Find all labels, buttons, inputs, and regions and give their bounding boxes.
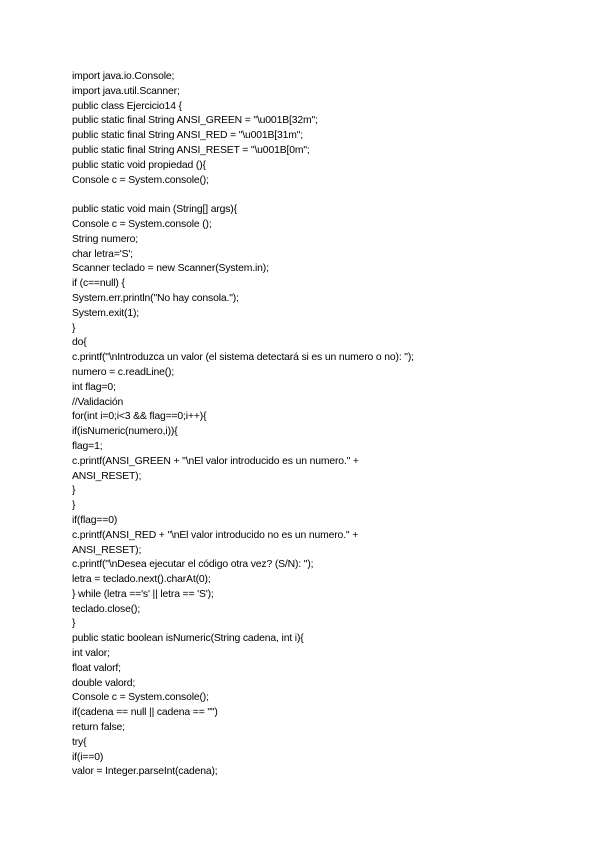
code-line: int valor; — [72, 648, 110, 660]
code-line: public static boolean isNumeric(String cadena, int i){ — [72, 633, 304, 645]
code-line: import java.util.Scanner; — [72, 85, 180, 97]
code-line: if(i==0) — [72, 751, 104, 763]
code-line: for(int i=0;i<3 && flag==0;i++){ — [72, 411, 207, 423]
code-line: import java.io.Console; — [72, 71, 175, 82]
code-line: c.printf(ANSI_RED + "\nEl valor introducido no es un numero." + — [72, 529, 359, 541]
code-line: valor = Integer.parseInt(cadena); — [72, 766, 218, 778]
code-listing — [72, 70, 572, 780]
code-line: Console c = System.console(); — [72, 692, 209, 704]
code-line: public static void propiedad (){ — [72, 159, 206, 171]
code-line: } — [72, 485, 76, 497]
code-line: if(isNumeric(numero,i)){ — [72, 426, 178, 438]
code-line: } while (letra =='s' || letra == 'S'); — [72, 588, 214, 600]
code-line: Console c = System.console (); — [72, 218, 212, 230]
code-line: public static final String ANSI_RESET = "\u001B[0m"; — [72, 144, 310, 156]
code-line: c.printf("\nDesea ejecutar el código otra vez? (S/N): "); — [72, 559, 314, 571]
code-line: if (c==null) { — [72, 278, 125, 290]
code-line: int flag=0; — [72, 381, 116, 393]
code-line: } — [72, 500, 76, 512]
code-line: if(flag==0) — [72, 514, 118, 526]
code-line: ANSI_RESET); — [72, 470, 142, 482]
code-line: public static final String ANSI_GREEN = "\u001B[32m"; — [72, 115, 318, 127]
code-line: //Validación — [72, 396, 124, 408]
code-line: System.err.println("No hay consola."); — [72, 292, 239, 304]
code-line: if(cadena == null || cadena == "") — [72, 707, 218, 719]
code-line: float valorf; — [72, 662, 121, 674]
code-line: public static void main (String[] args){ — [72, 204, 237, 216]
code-line: Scanner teclado = new Scanner(System.in); — [72, 263, 269, 275]
code-line: String numero; — [72, 233, 139, 245]
code-line: try{ — [72, 736, 87, 748]
code-line: c.printf("\nIntroduzca un valor (el sistema detectará si es un numero o no): "); — [72, 352, 414, 364]
code-line: ANSI_RESET); — [72, 544, 142, 556]
code-line: System.exit(1); — [72, 307, 140, 319]
code-line: } — [72, 322, 76, 334]
code-line: } — [72, 618, 76, 630]
code-line: char letra='S'; — [72, 248, 133, 260]
code-line: numero = c.readLine(); — [72, 366, 175, 378]
code-line — [72, 188, 572, 203]
code-line: flag=1; — [72, 440, 103, 452]
code-line: Console c = System.console(); — [72, 174, 209, 186]
code-line: c.printf(ANSI_GREEN + "\nEl valor introducido es un numero." + — [72, 455, 359, 467]
code-line: teclado.close(); — [72, 603, 141, 615]
code-line: do{ — [72, 337, 87, 349]
code-line: public class Ejercicio14 { — [72, 100, 182, 112]
code-line: double valord; — [72, 677, 136, 689]
code-line: letra = teclado.next().charAt(0); — [72, 574, 211, 586]
code-line: return false; — [72, 722, 125, 734]
code-line: public static final String ANSI_RED = "\u001B[31m"; — [72, 130, 304, 142]
